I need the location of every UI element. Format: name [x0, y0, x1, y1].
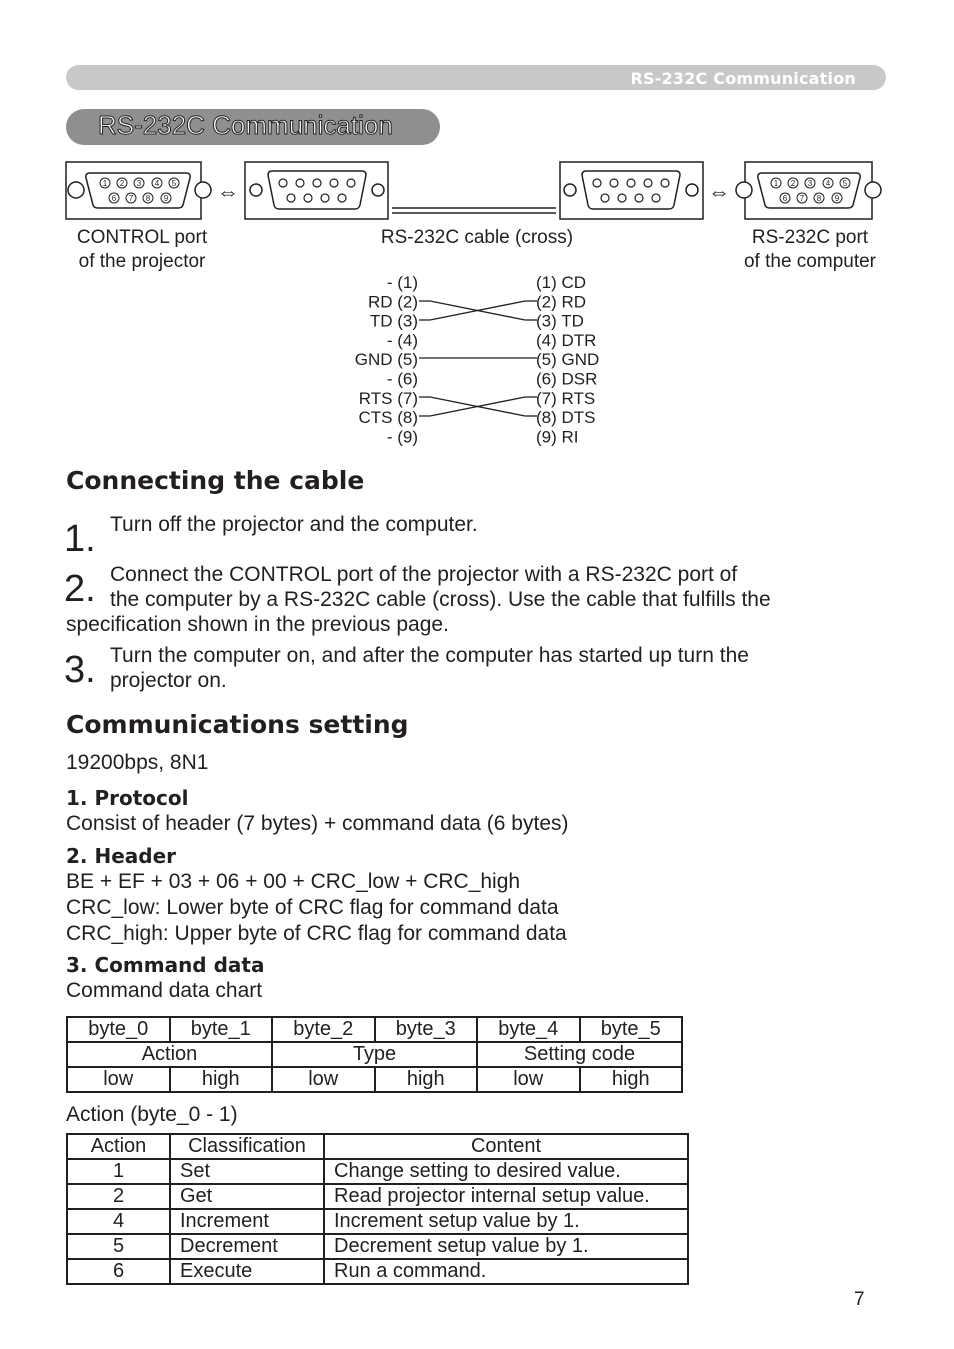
svg-text:5: 5 — [171, 179, 177, 188]
step-1-number: 1. — [64, 518, 96, 560]
table-cell: Setting code — [477, 1042, 682, 1067]
cable-caption: RS-232C cable (cross) — [380, 227, 574, 248]
table-cell: Decrement setup value by 1. — [324, 1234, 688, 1259]
comm-settings: 19200bps, 8N1 — [66, 751, 209, 774]
svg-text:7: 7 — [799, 194, 805, 203]
command-data-table — [66, 1016, 683, 1093]
svg-text:3: 3 — [136, 179, 142, 188]
computer-port-caption — [720, 226, 900, 274]
running-header-bar — [66, 65, 886, 90]
projector-pin-label: - (4) — [386, 330, 418, 350]
table-cell: byte_1 — [170, 1017, 273, 1042]
table-cell: Action — [67, 1042, 272, 1067]
header-line-1: BE + EF + 03 + 06 + 00 + CRC_low + CRC_high — [66, 870, 521, 893]
svg-text:1: 1 — [773, 179, 779, 188]
connection-diagram — [0, 150, 954, 460]
table-row — [67, 1067, 682, 1092]
table-cell: Increment — [170, 1209, 324, 1234]
table-cell: high — [580, 1067, 683, 1092]
projector-pin-label: CTS (8) — [358, 408, 418, 428]
right-double-arrow: ⇔ — [708, 179, 730, 204]
cable-connector-right-icon — [560, 162, 703, 219]
projector-pin-label: RTS (7) — [358, 388, 418, 408]
protocol-heading: 1. Protocol — [66, 786, 189, 810]
projector-pin-label: - (6) — [386, 369, 418, 389]
projector-pin-label: RD (2) — [367, 292, 418, 312]
table-cell: byte_5 — [580, 1017, 683, 1042]
table-cell: byte_4 — [477, 1017, 580, 1042]
table-cell: 4 — [67, 1209, 170, 1234]
step-3-number: 3. — [64, 649, 96, 691]
table-cell: 6 — [67, 1259, 170, 1284]
computer-pin-label: (1) CD — [536, 273, 587, 292]
step-2-line-3: specification shown in the previous page. — [66, 613, 449, 636]
table-cell: Run a command. — [324, 1259, 688, 1284]
table-cell: 5 — [67, 1234, 170, 1259]
computer-pin-list — [536, 273, 599, 446]
computer-pin-label: (4) DTR — [536, 330, 597, 350]
computer-pin-label: (6) DSR — [536, 369, 598, 389]
svg-text:4: 4 — [154, 179, 160, 188]
step-3-line-1: Turn the computer on, and after the computer has started up turn the — [110, 644, 749, 667]
control-port-caption-line1: CONTROL port — [76, 227, 208, 248]
computer-pin-label: (3) TD — [536, 311, 584, 331]
svg-text:6: 6 — [782, 194, 788, 203]
projector-pin-label: TD (3) — [369, 311, 418, 331]
svg-text:3: 3 — [807, 179, 813, 188]
table-row — [67, 1042, 682, 1067]
left-double-arrow: ⇔ — [217, 179, 239, 204]
running-header-label: RS-232C Communication — [630, 69, 856, 88]
table-header-cell: Action — [67, 1134, 170, 1159]
computer-pin-label: (7) RTS — [536, 388, 596, 408]
header-line-3: CRC_high: Upper byte of CRC flag for command data — [66, 922, 567, 945]
projector-pin-label: - (9) — [386, 427, 418, 447]
pin-wiring — [419, 301, 537, 416]
step-3-line-2: projector on. — [110, 669, 227, 692]
svg-text:4: 4 — [825, 179, 831, 188]
computer-port-caption-line1: RS-232C port — [751, 227, 869, 248]
table-header-cell: Content — [324, 1134, 688, 1159]
table-cell: Execute — [170, 1259, 324, 1284]
svg-text:2: 2 — [119, 179, 125, 188]
projector-pin-label: GND (5) — [354, 350, 418, 370]
table-cell: Set — [170, 1159, 324, 1184]
comm-heading: Communications setting — [66, 710, 409, 739]
computer-pin-label: (8) DTS — [536, 408, 596, 428]
table-row — [67, 1017, 682, 1042]
computer-pin-label: (2) RD — [536, 292, 587, 312]
table-cell: byte_2 — [272, 1017, 375, 1042]
step-2-line-2: the computer by a RS-232C cable (cross). Use the cable that fulfills the — [110, 588, 771, 611]
table-cell: Decrement — [170, 1234, 324, 1259]
table-cell: Change setting to desired value. — [324, 1159, 688, 1184]
computer-pin-label: (5) GND — [536, 350, 600, 370]
table-row — [67, 1159, 688, 1184]
svg-text:9: 9 — [163, 194, 169, 203]
svg-text:2: 2 — [790, 179, 796, 188]
projector-connector-icon — [66, 162, 211, 219]
page-number: 7 — [854, 1289, 865, 1310]
projector-pin-list — [355, 273, 418, 446]
table-header-cell: Classification — [170, 1134, 324, 1159]
svg-text:9: 9 — [834, 194, 840, 203]
table-cell: byte_0 — [67, 1017, 170, 1042]
computer-pin-label: (9) RI — [536, 427, 579, 447]
step-1-text: Turn off the projector and the computer. — [110, 513, 478, 536]
table-cell: high — [375, 1067, 478, 1092]
table-cell: low — [67, 1067, 170, 1092]
step-2-line-1: Connect the CONTROL port of the projector with a RS-232C port of — [110, 563, 738, 586]
command-chart-label: Command data chart — [66, 979, 263, 1002]
computer-connector-icon — [736, 162, 881, 219]
control-port-caption-line2: of the projector — [78, 251, 206, 272]
action-table — [66, 1133, 689, 1285]
projector-pin-label: - (1) — [386, 273, 418, 292]
svg-text:1: 1 — [102, 179, 108, 188]
connecting-heading: Connecting the cable — [66, 466, 365, 495]
table-cell: low — [272, 1067, 375, 1092]
table-cell: 2 — [67, 1184, 170, 1209]
section-title: RS-232C Communication — [98, 110, 393, 140]
table-cell: Type — [272, 1042, 477, 1067]
cable-connector-left-icon — [245, 162, 388, 219]
table-row — [67, 1209, 688, 1234]
header-line-2: CRC_low: Lower byte of CRC flag for command data — [66, 896, 559, 919]
section-title-pill — [66, 109, 440, 145]
svg-text:8: 8 — [145, 194, 151, 203]
svg-text:7: 7 — [128, 194, 134, 203]
computer-port-caption-line2: of the computer — [743, 251, 877, 272]
svg-text:6: 6 — [111, 194, 117, 203]
cable-wire — [392, 208, 556, 213]
protocol-text: Consist of header (7 bytes) + command data (6 bytes) — [66, 812, 569, 835]
table-row — [67, 1234, 688, 1259]
table-cell: Increment setup value by 1. — [324, 1209, 688, 1234]
table-cell: Read projector internal setup value. — [324, 1184, 688, 1209]
table-cell: high — [170, 1067, 273, 1092]
table-cell: Get — [170, 1184, 324, 1209]
action-table-label: Action (byte_0 - 1) — [66, 1103, 238, 1126]
step-2-number: 2. — [64, 568, 96, 610]
svg-text:5: 5 — [842, 179, 848, 188]
table-row — [67, 1184, 688, 1209]
control-port-caption — [52, 226, 232, 274]
table-row — [67, 1259, 688, 1284]
svg-text:8: 8 — [816, 194, 822, 203]
table-cell: byte_3 — [375, 1017, 478, 1042]
command-heading: 3. Command data — [66, 953, 265, 977]
header-heading: 2. Header — [66, 844, 177, 868]
table-row — [67, 1134, 688, 1159]
table-cell: 1 — [67, 1159, 170, 1184]
table-cell: low — [477, 1067, 580, 1092]
